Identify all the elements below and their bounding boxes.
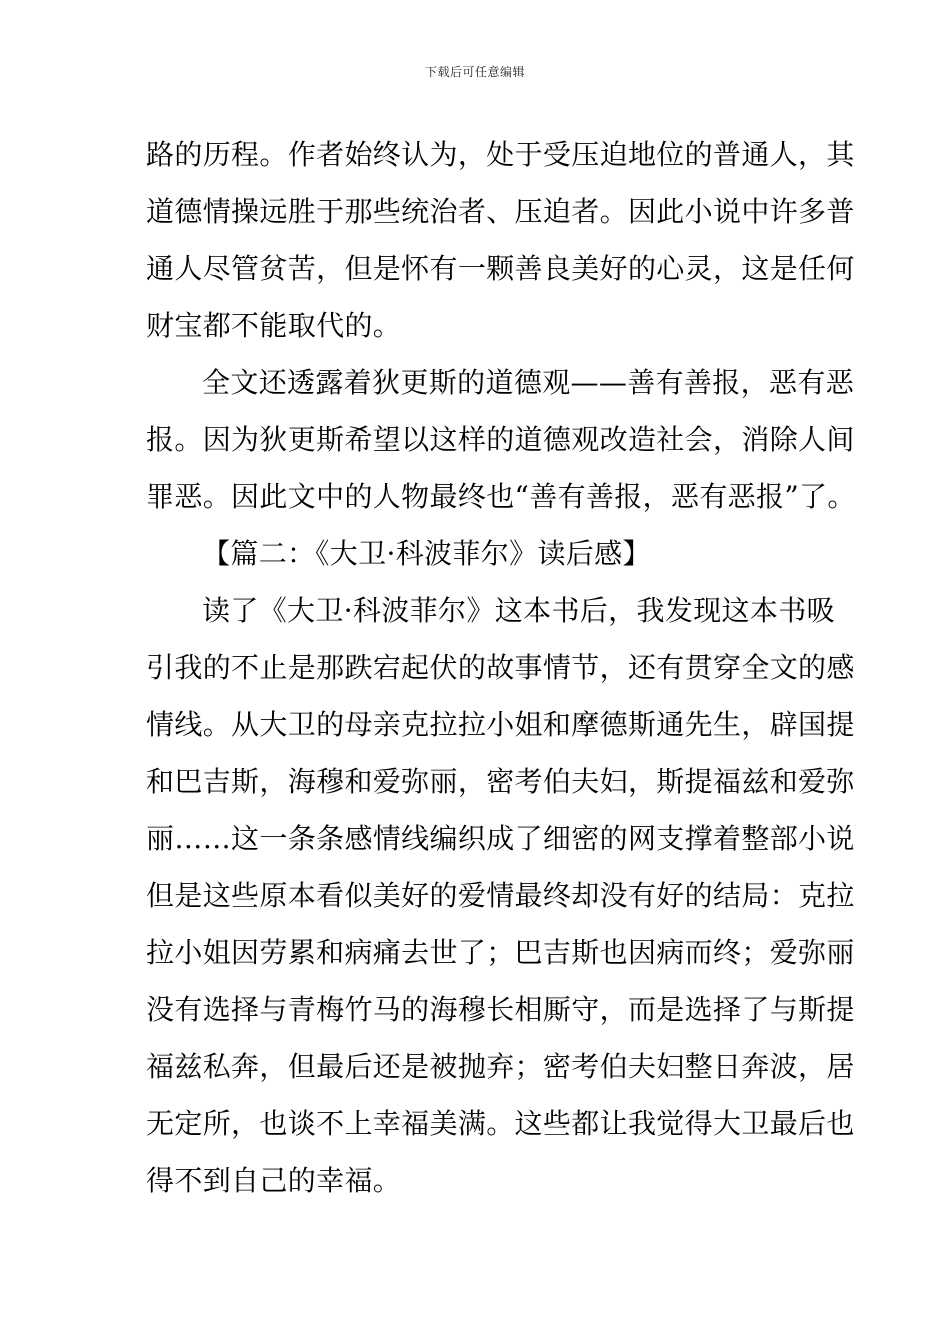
page-header-note: 下载后可任意编辑 — [424, 65, 525, 79]
text-line: 引我的不止是那跌宕起伏的故事情节，还有贯穿全文的感 — [146, 651, 855, 684]
text-line: 罪恶。因此文中的人物最终也“善有善报，恶有恶报”了。 — [146, 480, 856, 513]
text-line: 道德情操远胜于那些统治者、压迫者。因此小说中许多普 — [146, 195, 855, 228]
text-line: 拉小姐因劳累和病痛去世了；巴吉斯也因病而终；爱弥丽 — [146, 936, 855, 969]
text-line: 和巴吉斯，海穆和爱弥丽，密考伯夫妇，斯提福兹和爱弥 — [146, 765, 855, 798]
section-heading: 【篇二：《大卫·科波菲尔》读后感】 — [202, 537, 651, 570]
text-line: 没有选择与青梅竹马的海穆长相厮守，而是选择了与斯提 — [146, 993, 855, 1026]
paragraph-start-line: 全文还透露着狄更斯的道德观——善有善报，恶有恶 — [202, 366, 855, 399]
text-line: 丽……这一条条感情线编织成了细密的网支撑着整部小说 — [146, 822, 855, 855]
text-line: 情线。从大卫的母亲克拉拉小姐和摩德斯通先生，辟国提 — [146, 708, 855, 741]
text-line: 路的历程。作者始终认为，处于受压迫地位的普通人，其 — [146, 138, 855, 171]
text-line: 福兹私奔，但最后还是被抛弃；密考伯夫妇整日奔波，居 — [146, 1050, 855, 1083]
text-line: 通人尽管贫苦，但是怀有一颗善良美好的心灵，这是任何 — [146, 252, 855, 285]
paragraph-start-line: 读了《大卫·科波菲尔》这本书后，我发现这本书吸 — [202, 594, 835, 627]
document-body — [146, 126, 856, 1209]
text-line: 得不到自己的幸福。 — [146, 1164, 402, 1197]
text-line: 但是这些原本看似美好的爱情最终却没有好的结局：克拉 — [146, 879, 855, 912]
text-line: 报。因为狄更斯希望以这样的道德观改造社会，消除人间 — [146, 423, 855, 456]
text-line: 无定所，也谈不上幸福美满。这些都让我觉得大卫最后也 — [146, 1107, 855, 1140]
text-line: 财宝都不能取代的。 — [146, 309, 402, 342]
